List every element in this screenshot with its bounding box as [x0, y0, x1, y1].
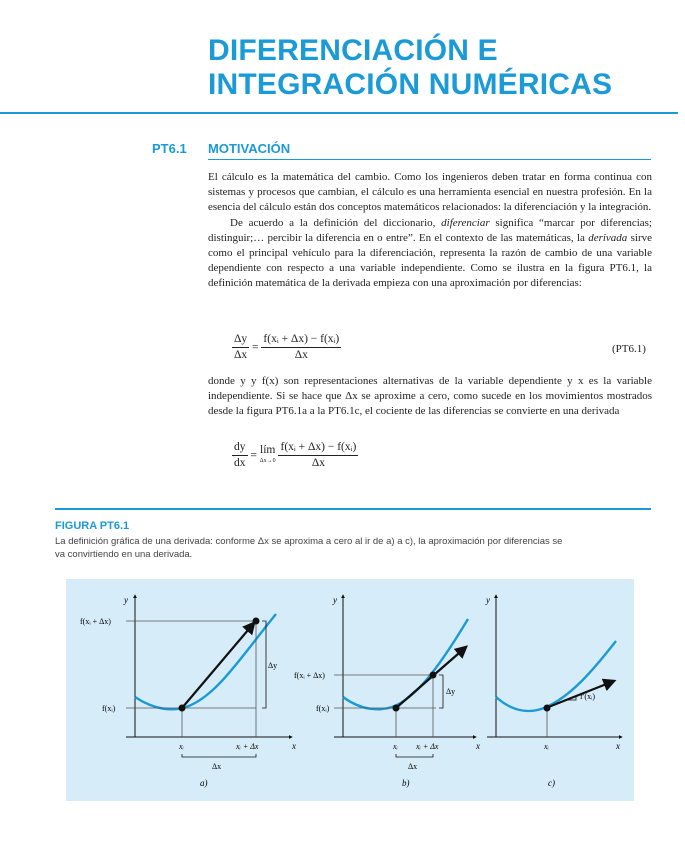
section-number: PT6.1 — [152, 141, 187, 156]
panel-a-curve — [135, 614, 276, 709]
panel-a-fxd-label: f(xᵢ + Δx) — [80, 617, 111, 626]
eq1-lhs-den: Δx — [234, 349, 248, 361]
panel-b-caption: b) — [402, 778, 410, 788]
panel-b-y-label: y — [333, 595, 337, 605]
panel-b-dx-label: Δx — [408, 762, 418, 771]
eq2-rhs-num: f(xᵢ + Δx) − f(xᵢ) — [278, 440, 358, 456]
paragraph-3: donde y y f(x) son representaciones alternativas de la variable dependiente y x es la variable independiente. Si se hace que Δx se aproxime a cero, como sucede en los movimientos mostrados desde la figura PT6.1a a la PT6.1c, el cociente de las diferencias se convierte en una derivada — [208, 375, 652, 418]
panel-a-caption: a) — [200, 778, 208, 788]
panel-c-xi-label: xᵢ — [544, 742, 549, 751]
panel-c-curve — [496, 641, 616, 711]
panel-b-x-label: x — [476, 741, 480, 751]
eq1-lhs-num: Δy — [232, 332, 249, 348]
panel-b-dy-label: Δy — [446, 687, 456, 696]
panel-a-point-xi — [179, 705, 186, 712]
panel-a-secant-arrow — [182, 623, 254, 708]
panel-a-point-xid — [253, 618, 260, 625]
eq2-lhs-fraction — [232, 440, 248, 471]
panel-b-dx-bracket — [396, 754, 433, 757]
panel-a-xid-label: xᵢ + Δx — [236, 742, 259, 751]
panel-c-y-label: y — [486, 595, 490, 605]
title-line-1: DIFERENCIACIÓN E — [208, 34, 498, 67]
panel-a — [66, 579, 296, 788]
equation-number: (PT6.1) — [612, 343, 646, 355]
panel-b-fxd-label: f(xᵢ + Δx) — [294, 671, 325, 680]
panel-b-dy-bracket — [439, 675, 443, 708]
title-line-2: INTEGRACIÓN NUMÉRICAS — [208, 68, 613, 101]
emphasis-derivada: derivada — [588, 231, 628, 244]
panel-a-dx-bracket — [182, 754, 256, 757]
panel-a-fx-label: f(xᵢ) — [102, 704, 116, 713]
paragraph-2-part-3: sirve como el principal vehículo para la diferenciación, representa la razón de cambio de una variable dependiente con respecto a una variable independiente. Como se ilustra en la figura PT6.1, la definición matemática de la derivada empieza con una aproximación por diferencias: — [208, 231, 652, 290]
panel-b-xid-label: xᵢ + Δx — [416, 742, 439, 751]
eq2-limit — [260, 445, 276, 467]
eq2-lim-sub: Δx→0 — [259, 457, 276, 464]
eq1-lhs-fraction — [232, 332, 249, 363]
eq2-lim: lím — [260, 443, 276, 456]
equation-pt6-1: $\frac{\Delta y}{\Delta x}$ = $\frac{\text{f(xᵢ + Δx) − f(xᵢ)}}{\Delta x}$ — [234, 333, 340, 361]
panel-a-y-label: y — [124, 595, 128, 605]
eq2-rhs-fraction — [278, 440, 358, 471]
title-rule — [0, 112, 678, 114]
paragraph-2-part-1: De acuerdo a la definición del diccionario, — [230, 216, 442, 229]
panel-c-fp-label: f′(xᵢ) — [580, 692, 596, 701]
eq1-rhs-num: f(xᵢ + Δx) − f(xᵢ) — [261, 332, 341, 348]
section-title: MOTIVACIÓN — [208, 141, 291, 156]
body-text-top — [208, 170, 652, 292]
figure-panel-background — [66, 579, 634, 801]
panel-c-caption: c) — [548, 778, 555, 788]
panel-a-dy-bracket — [262, 621, 266, 708]
figure-diagram — [66, 579, 634, 801]
panel-b-point-xi — [393, 705, 400, 712]
paragraph-1: El cálculo es la matemática del cambio. Como los ingenieros deben tratar en forma continua con sistemas y procesos que cambian, el cálculo es una herramienta esencial en nuestra profesión. En la esencia del cálculo están dos conceptos matemáticos relacionados: la diferenciación y la integración. — [208, 171, 652, 214]
panel-b-xi-label: xᵢ — [393, 742, 398, 751]
panel-a-dx-label: Δx — [212, 762, 222, 771]
figure-rule — [55, 508, 651, 510]
eq1-rhs-den: Δx — [294, 349, 308, 361]
paragraph-2 — [208, 216, 652, 292]
equation-derivative: $\frac{dy}{dx}$ = lím Δx→0 $\frac{\text{f(xᵢ + Δx) − f(xᵢ)}}{\Delta x}$ — [234, 441, 357, 469]
paragraph-2-part-2: significa “marcar por diferencias; distinguir;… percibir la diferencia en o entre”. En el contexto de las matemáticas, la — [208, 216, 652, 244]
panel-c — [485, 595, 622, 788]
emphasis-diferenciar: diferenciar — [441, 216, 490, 229]
panel-b-point-xid — [430, 672, 437, 679]
eq2-lhs-den: dx — [234, 457, 246, 469]
panel-a-x-label: x — [292, 741, 296, 751]
panel-c-point-xi — [544, 705, 551, 712]
panel-a-xi-label: xᵢ — [179, 742, 184, 751]
panel-c-x-label: x — [616, 741, 620, 751]
panel-b — [294, 595, 480, 788]
figure-label: FIGURA PT6.1 — [55, 520, 130, 532]
eq2-lhs-num: dy — [232, 440, 248, 456]
eq1-rhs-fraction — [261, 332, 341, 363]
panel-b-fx-label: f(xᵢ) — [316, 704, 330, 713]
panel-a-dy-label: Δy — [268, 661, 278, 670]
figure-caption: La definición gráfica de una derivada: conforme Δx se aproxima a cero al ir de a) a c), la aproximación por diferencias se va convirtiendo en una derivada. — [55, 536, 563, 560]
page-title — [208, 34, 678, 102]
section-rule — [208, 159, 651, 160]
eq2-rhs-den: Δx — [311, 457, 325, 469]
